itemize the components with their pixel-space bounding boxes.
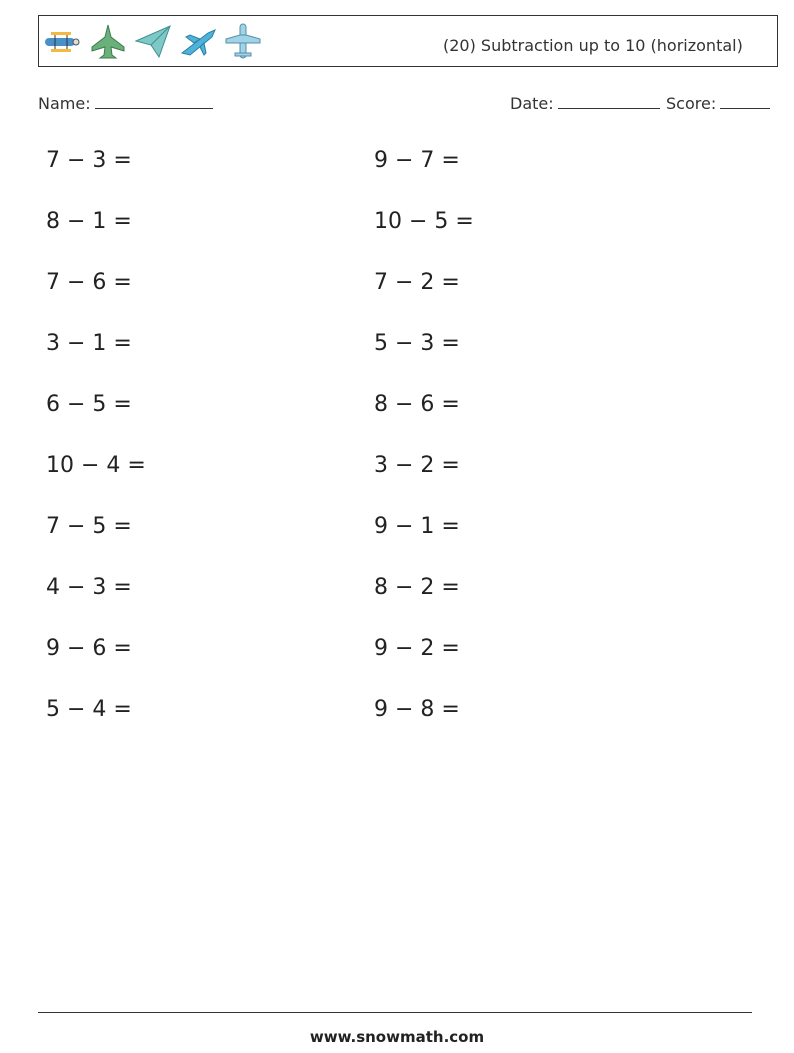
paper-plane-icon (133, 21, 173, 61)
header-icons (39, 16, 279, 66)
problem-right-5: 8 − 6 = (374, 392, 460, 417)
problem-right-10: 9 − 8 = (374, 697, 460, 722)
problem-left-4: 3 − 1 = (46, 331, 132, 356)
worksheet-title: (20) Subtraction up to 10 (horizontal) (443, 36, 743, 55)
date-field (510, 94, 660, 113)
problem-left-6: 10 − 4 = (46, 453, 146, 478)
score-blank[interactable] (720, 94, 770, 109)
date-label: Date: (510, 94, 554, 113)
name-field (38, 94, 213, 113)
problem-left-1: 7 − 3 = (46, 148, 132, 173)
problem-left-9: 9 − 6 = (46, 636, 132, 661)
biplane-icon (41, 21, 81, 61)
score-label: Score: (666, 94, 717, 113)
problem-right-3: 7 − 2 = (374, 270, 460, 295)
problem-left-7: 7 − 5 = (46, 514, 132, 539)
date-blank[interactable] (558, 94, 660, 109)
problem-left-10: 5 − 4 = (46, 697, 132, 722)
problem-right-2: 10 − 5 = (374, 209, 474, 234)
problem-left-3: 7 − 6 = (46, 270, 132, 295)
jet-plane-icon (178, 21, 218, 61)
name-blank[interactable] (95, 94, 213, 109)
fighter-jet-icon (88, 21, 128, 61)
problem-right-6: 3 − 2 = (374, 453, 460, 478)
footer-divider (38, 1012, 752, 1013)
problem-left-8: 4 − 3 = (46, 575, 132, 600)
worksheet-header (38, 15, 778, 67)
footer-url[interactable]: www.snowmath.com (309, 1028, 485, 1046)
airliner-icon (223, 21, 263, 61)
problem-right-8: 8 − 2 = (374, 575, 460, 600)
problem-right-9: 9 − 2 = (374, 636, 460, 661)
problem-right-4: 5 − 3 = (374, 331, 460, 356)
problem-left-2: 8 − 1 = (46, 209, 132, 234)
problem-right-7: 9 − 1 = (374, 514, 460, 539)
score-field (666, 94, 770, 113)
name-label: Name: (38, 94, 91, 113)
problem-right-1: 9 − 7 = (374, 148, 460, 173)
problem-left-5: 6 − 5 = (46, 392, 132, 417)
